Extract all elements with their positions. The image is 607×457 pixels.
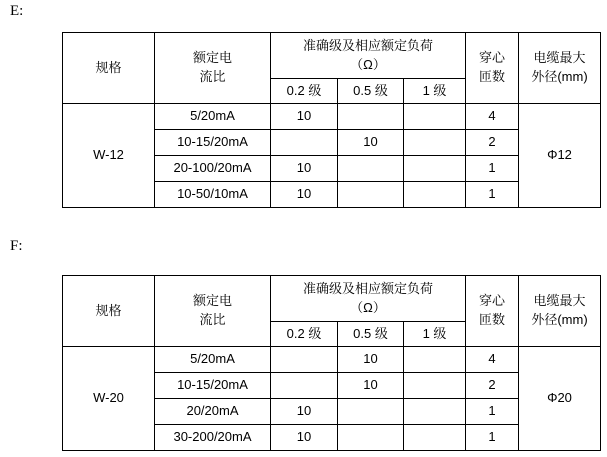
header-through-core-turns bbox=[466, 276, 519, 347]
header-row-1 bbox=[63, 276, 601, 322]
section-label-e: E: bbox=[10, 3, 24, 19]
header-ratio-line1: 额定电 bbox=[192, 50, 232, 66]
ratio-cell: 30-200/20mA bbox=[155, 425, 271, 451]
ratio-cell: 10-50/10mA bbox=[155, 182, 271, 208]
header-ratio-line2: 流比 bbox=[199, 312, 226, 327]
turns-cell: 2 bbox=[466, 373, 519, 399]
class1-cell bbox=[404, 156, 466, 182]
class05-cell bbox=[338, 104, 404, 130]
class02-cell: 10 bbox=[271, 156, 338, 182]
class1-cell bbox=[404, 182, 466, 208]
class02-cell: 10 bbox=[271, 425, 338, 451]
class05-cell bbox=[338, 425, 404, 451]
header-through-core-turns bbox=[466, 33, 519, 104]
ratio-cell: 10-15/20mA bbox=[155, 373, 271, 399]
ratio-cell: 10-15/20mA bbox=[155, 130, 271, 156]
class05-cell bbox=[338, 182, 404, 208]
turns-cell: 4 bbox=[466, 104, 519, 130]
spec-value-cell: W-12 bbox=[63, 104, 155, 208]
header-cable-max-od bbox=[519, 33, 601, 104]
table-row bbox=[63, 347, 601, 373]
header-row-1 bbox=[63, 33, 601, 79]
class1-cell bbox=[404, 373, 466, 399]
header-accuracy-line2: （Ω） bbox=[350, 56, 386, 72]
class05-cell: 10 bbox=[338, 373, 404, 399]
header-cable-line1: 电缆最大 bbox=[533, 293, 586, 309]
turns-cell: 1 bbox=[466, 156, 519, 182]
header-cable-line1: 电缆最大 bbox=[533, 50, 586, 66]
turns-cell: 1 bbox=[466, 182, 519, 208]
header-class-02: 0.2 级 bbox=[271, 79, 338, 104]
header-cable-line2: 外径(mm) bbox=[531, 312, 588, 327]
header-accuracy-line2: （Ω） bbox=[350, 299, 386, 315]
header-spec: 规格 bbox=[63, 276, 155, 347]
ratio-cell: 5/20mA bbox=[155, 347, 271, 373]
class05-cell: 10 bbox=[338, 130, 404, 156]
header-class-05: 0.5 级 bbox=[338, 322, 404, 347]
header-turns-line2: 匝数 bbox=[478, 69, 505, 84]
class1-cell bbox=[404, 130, 466, 156]
turns-cell: 1 bbox=[466, 425, 519, 451]
header-accuracy-burden bbox=[271, 33, 466, 79]
header-rated-current-ratio bbox=[155, 276, 271, 347]
ratio-cell: 20-100/20mA bbox=[155, 156, 271, 182]
header-class-1: 1 级 bbox=[404, 322, 466, 347]
header-ratio-line1: 额定电 bbox=[192, 293, 232, 309]
header-turns-line1: 穿心 bbox=[478, 50, 505, 66]
class05-cell: 10 bbox=[338, 347, 404, 373]
header-cable-line2: 外径(mm) bbox=[531, 69, 588, 84]
header-accuracy-line1: 准确级及相应额定负荷 bbox=[302, 280, 433, 296]
class1-cell bbox=[404, 399, 466, 425]
class05-cell bbox=[338, 399, 404, 425]
spec-value-cell: W-20 bbox=[63, 347, 155, 451]
class02-cell bbox=[271, 130, 338, 156]
header-rated-current-ratio bbox=[155, 33, 271, 104]
header-turns-line2: 匝数 bbox=[478, 312, 505, 327]
class1-cell bbox=[404, 104, 466, 130]
header-class-1: 1 级 bbox=[404, 79, 466, 104]
class05-cell bbox=[338, 156, 404, 182]
class02-cell bbox=[271, 347, 338, 373]
class02-cell: 10 bbox=[271, 399, 338, 425]
cable-value-cell: Φ20 bbox=[519, 347, 601, 451]
spec-table-w20 bbox=[62, 275, 601, 451]
table-row bbox=[63, 104, 601, 130]
class1-cell bbox=[404, 425, 466, 451]
ratio-cell: 5/20mA bbox=[155, 104, 271, 130]
turns-cell: 4 bbox=[466, 347, 519, 373]
spec-table-w12 bbox=[62, 32, 601, 208]
header-accuracy-line1: 准确级及相应额定负荷 bbox=[302, 37, 433, 53]
header-cable-max-od bbox=[519, 276, 601, 347]
header-turns-line1: 穿心 bbox=[478, 293, 505, 309]
header-class-02: 0.2 级 bbox=[271, 322, 338, 347]
class02-cell bbox=[271, 373, 338, 399]
header-accuracy-burden bbox=[271, 276, 466, 322]
class02-cell: 10 bbox=[271, 182, 338, 208]
cable-value-cell: Φ12 bbox=[519, 104, 601, 208]
header-ratio-line2: 流比 bbox=[199, 69, 226, 84]
class1-cell bbox=[404, 347, 466, 373]
class02-cell: 10 bbox=[271, 104, 338, 130]
section-label-f: F: bbox=[10, 238, 23, 254]
ratio-cell: 20/20mA bbox=[155, 399, 271, 425]
header-spec: 规格 bbox=[63, 33, 155, 104]
turns-cell: 1 bbox=[466, 399, 519, 425]
turns-cell: 2 bbox=[466, 130, 519, 156]
header-class-05: 0.5 级 bbox=[338, 79, 404, 104]
